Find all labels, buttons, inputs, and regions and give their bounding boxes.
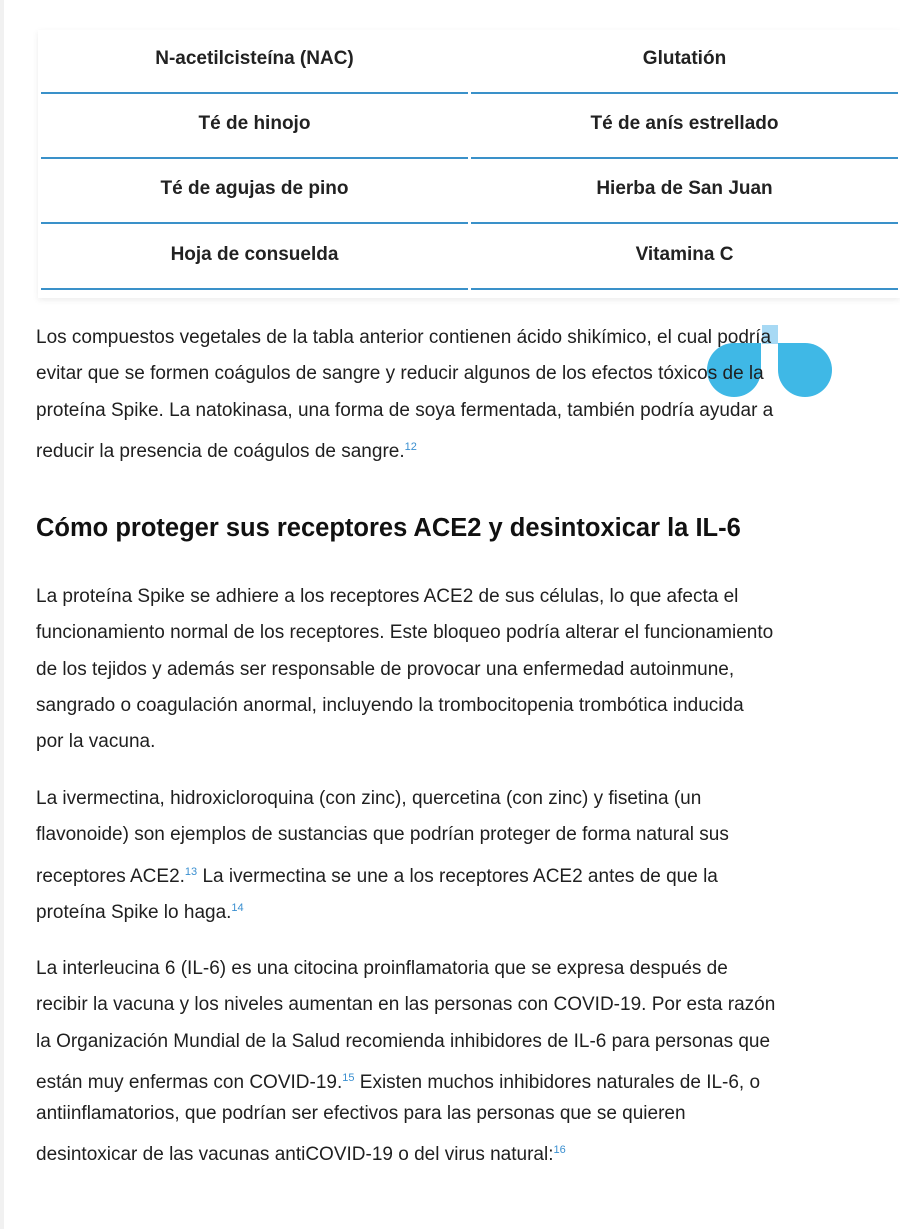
text: receptores ACE2.	[36, 865, 185, 887]
text-line: flavonoide) son ejemplos de sustancias que podrían proteger de forma natural sus	[36, 824, 729, 846]
paragraph-shikimic-acid	[36, 320, 773, 465]
paragraph-il6	[36, 951, 775, 1169]
text-line: antiinflamatorios, que podrían ser efectivos para las personas que se quieren	[36, 1103, 686, 1125]
text-line	[36, 854, 729, 890]
table-cell: N-acetilcisteína (NAC)	[41, 30, 468, 94]
table-cell: Té de agujas de pino	[41, 160, 468, 224]
text-line: La interleucina 6 (IL-6) es una citocina proinflamatoria que se expresa después de	[36, 958, 728, 979]
text: La ivermectina se une a los receptores ACE2 antes de que la	[197, 865, 718, 887]
left-edge	[0, 0, 4, 1229]
text-line: sangrado o coagulación anormal, incluyendo la trombocitopenia trombótica inducida	[36, 694, 744, 716]
text-line: funcionamiento normal de los receptores. Este bloqueo podría alterar el funcionamiento	[36, 622, 774, 644]
text-line: La ivermectina, hidroxicloroquina (con zinc), quercetina (con zinc) y fisetina (un	[36, 788, 702, 809]
text-line: Los compuestos vegetales de la tabla anterior contienen ácido shikímico, el cual podría	[36, 327, 772, 348]
text-line: de los tejidos y además ser responsable de provocar una enfermedad autoinmune,	[36, 658, 735, 680]
table-cell: Té de hinojo	[41, 95, 468, 159]
table-row	[38, 160, 900, 225]
table-row	[38, 226, 900, 291]
text-line	[36, 890, 729, 926]
paragraph-spike-ace2	[36, 579, 773, 760]
reference-link[interactable]: 13	[184, 865, 198, 878]
selection-end-handle[interactable]	[778, 343, 832, 397]
text-line	[36, 429, 773, 465]
table-cell: Té de anís estrellado	[471, 95, 898, 159]
text: proteína Spike lo haga.	[36, 901, 232, 923]
table-cell: Hierba de San Juan	[471, 160, 898, 224]
text: están muy enfermas con COVID-19.	[36, 1071, 343, 1093]
text: desintoxicar de las vacunas antiCOVID-19 o del virus natural:	[36, 1144, 554, 1166]
reference-link[interactable]: 16	[553, 1144, 566, 1157]
text-line: evitar que se formen coágulos de sangre y reducir algunos de los efectos tóxicos de la	[36, 363, 764, 385]
text: Existen muchos inhibidores naturales de IL-6, o	[354, 1071, 761, 1093]
table-row	[38, 30, 900, 95]
reference-link[interactable]: 15	[342, 1071, 355, 1084]
table-cell: Hoja de consuelda	[41, 226, 468, 290]
table-row	[38, 95, 900, 160]
text-line	[36, 1132, 775, 1168]
table-cell: Vitamina C	[471, 226, 898, 290]
text-line: recibir la vacuna y los niveles aumentan en las personas con COVID-19. Por esta razón	[36, 994, 776, 1016]
text-line: proteína Spike. La natokinasa, una forma de soya fermentada, también podría ayudar a	[36, 399, 774, 421]
text-line	[36, 1060, 775, 1096]
table-cell: Glutatión	[471, 30, 898, 94]
text: reducir la presencia de coágulos de sangre.	[36, 440, 405, 462]
section-heading: Cómo proteger sus receptores ACE2 y desintoxicar la IL-6	[36, 514, 741, 542]
text-line: por la vacuna.	[36, 731, 156, 753]
text-line: la Organización Mundial de la Salud recomienda inhibidores de IL-6 para personas que	[36, 1030, 771, 1052]
reference-link[interactable]: 12	[404, 440, 417, 453]
supplements-table	[38, 30, 900, 298]
text-line: La proteína Spike se adhiere a los receptores ACE2 de sus células, lo que afecta el	[36, 586, 739, 607]
reference-link[interactable]: 14	[231, 901, 244, 914]
paragraph-ivermectin	[36, 781, 729, 926]
